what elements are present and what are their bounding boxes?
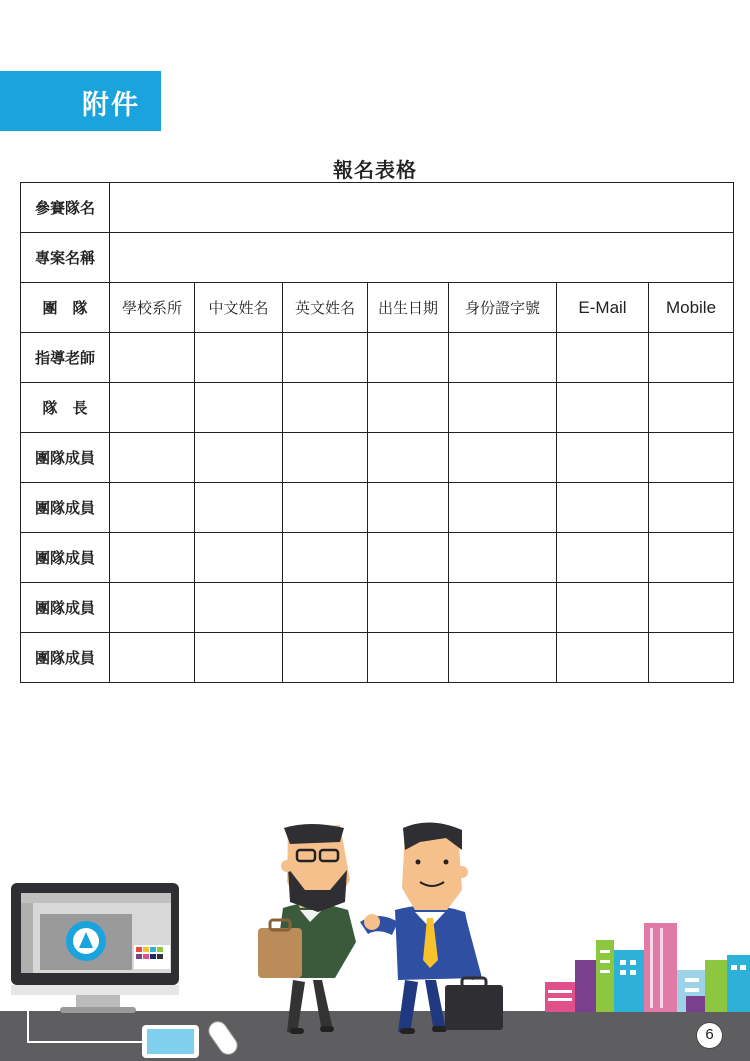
member-label: 團隊成員 <box>21 633 110 683</box>
table-cell[interactable] <box>195 533 283 583</box>
team-name-label: 參賽隊名 <box>21 183 110 233</box>
table-cell[interactable] <box>110 633 195 683</box>
table-cell[interactable] <box>283 383 368 433</box>
table-cell[interactable] <box>368 583 449 633</box>
project-name-label: 專案名稱 <box>21 233 110 283</box>
advisor-label: 指導老師 <box>21 333 110 383</box>
team-label: 團 隊 <box>21 283 110 333</box>
table-cell[interactable] <box>368 383 449 433</box>
table-cell[interactable] <box>110 583 195 633</box>
table-row <box>21 633 734 683</box>
table-cell[interactable] <box>449 333 557 383</box>
table-cell[interactable] <box>368 633 449 683</box>
table-cell[interactable] <box>283 583 368 633</box>
table-cell[interactable] <box>649 483 734 533</box>
city-skyline-icon <box>545 923 750 1012</box>
table-cell[interactable] <box>195 333 283 383</box>
table-cell[interactable] <box>195 483 283 533</box>
table-row <box>21 483 734 533</box>
table-cell[interactable] <box>283 533 368 583</box>
table-row <box>21 183 734 233</box>
member-label: 團隊成員 <box>21 433 110 483</box>
table-cell[interactable] <box>649 633 734 683</box>
table-cell[interactable] <box>449 383 557 433</box>
table-row <box>21 383 734 433</box>
table-row <box>21 533 734 583</box>
table-cell[interactable] <box>283 633 368 683</box>
form-title: 報名表格 <box>333 158 417 182</box>
mouse-icon <box>205 1018 240 1058</box>
table-cell[interactable] <box>649 533 734 583</box>
column-header-email: E-Mail <box>557 283 649 333</box>
table-cell[interactable] <box>449 533 557 583</box>
table-cell[interactable] <box>110 433 195 483</box>
column-header-school: 學校系所 <box>110 283 195 333</box>
member-label: 團隊成員 <box>21 583 110 633</box>
table-row <box>21 433 734 483</box>
table-cell[interactable] <box>110 533 195 583</box>
table-cell[interactable] <box>368 533 449 583</box>
table-row <box>21 233 734 283</box>
column-header-mobile: Mobile <box>649 283 734 333</box>
table-cell[interactable] <box>368 333 449 383</box>
table-cell[interactable] <box>557 583 649 633</box>
table-cell[interactable] <box>368 483 449 533</box>
column-header-id-number: 身份證字號 <box>449 283 557 333</box>
column-header-chinese-name: 中文姓名 <box>195 283 283 333</box>
member-label: 團隊成員 <box>21 533 110 583</box>
table-cell[interactable] <box>449 583 557 633</box>
table-cell[interactable] <box>283 483 368 533</box>
team-name-field[interactable] <box>110 183 734 233</box>
table-cell[interactable] <box>283 433 368 483</box>
table-cell[interactable] <box>195 633 283 683</box>
businessman-left-icon <box>258 824 356 1034</box>
header-row <box>21 283 734 333</box>
table-cell[interactable] <box>557 483 649 533</box>
table-cell[interactable] <box>449 633 557 683</box>
column-header-english-name: 英文姓名 <box>283 283 368 333</box>
businessman-right-icon <box>360 822 503 1034</box>
table-cell[interactable] <box>368 433 449 483</box>
table-cell[interactable] <box>557 383 649 433</box>
annex-banner <box>0 71 161 131</box>
table-cell[interactable] <box>557 333 649 383</box>
table-cell[interactable] <box>649 383 734 433</box>
project-name-field[interactable] <box>110 233 734 283</box>
table-cell[interactable] <box>195 433 283 483</box>
member-label: 團隊成員 <box>21 483 110 533</box>
table-cell[interactable] <box>195 583 283 633</box>
table-cell[interactable] <box>449 483 557 533</box>
table-cell[interactable] <box>283 333 368 383</box>
table-cell[interactable] <box>649 333 734 383</box>
table-cell[interactable] <box>110 383 195 433</box>
table-cell[interactable] <box>557 633 649 683</box>
table-cell[interactable] <box>557 433 649 483</box>
page-number: 6 <box>696 1022 723 1049</box>
registration-table <box>20 182 734 683</box>
table-cell[interactable] <box>195 383 283 433</box>
table-cell[interactable] <box>449 433 557 483</box>
annex-label: 附件 <box>82 90 140 121</box>
table-cell[interactable] <box>557 533 649 583</box>
table-row <box>21 333 734 383</box>
leader-label: 隊 長 <box>21 383 110 433</box>
computer-monitor-icon <box>11 883 179 1013</box>
table-cell[interactable] <box>649 433 734 483</box>
column-header-birth-date: 出生日期 <box>368 283 449 333</box>
table-cell[interactable] <box>649 583 734 633</box>
footer-illustration <box>0 810 750 1061</box>
table-cell[interactable] <box>110 333 195 383</box>
table-row <box>21 583 734 633</box>
table-cell[interactable] <box>110 483 195 533</box>
